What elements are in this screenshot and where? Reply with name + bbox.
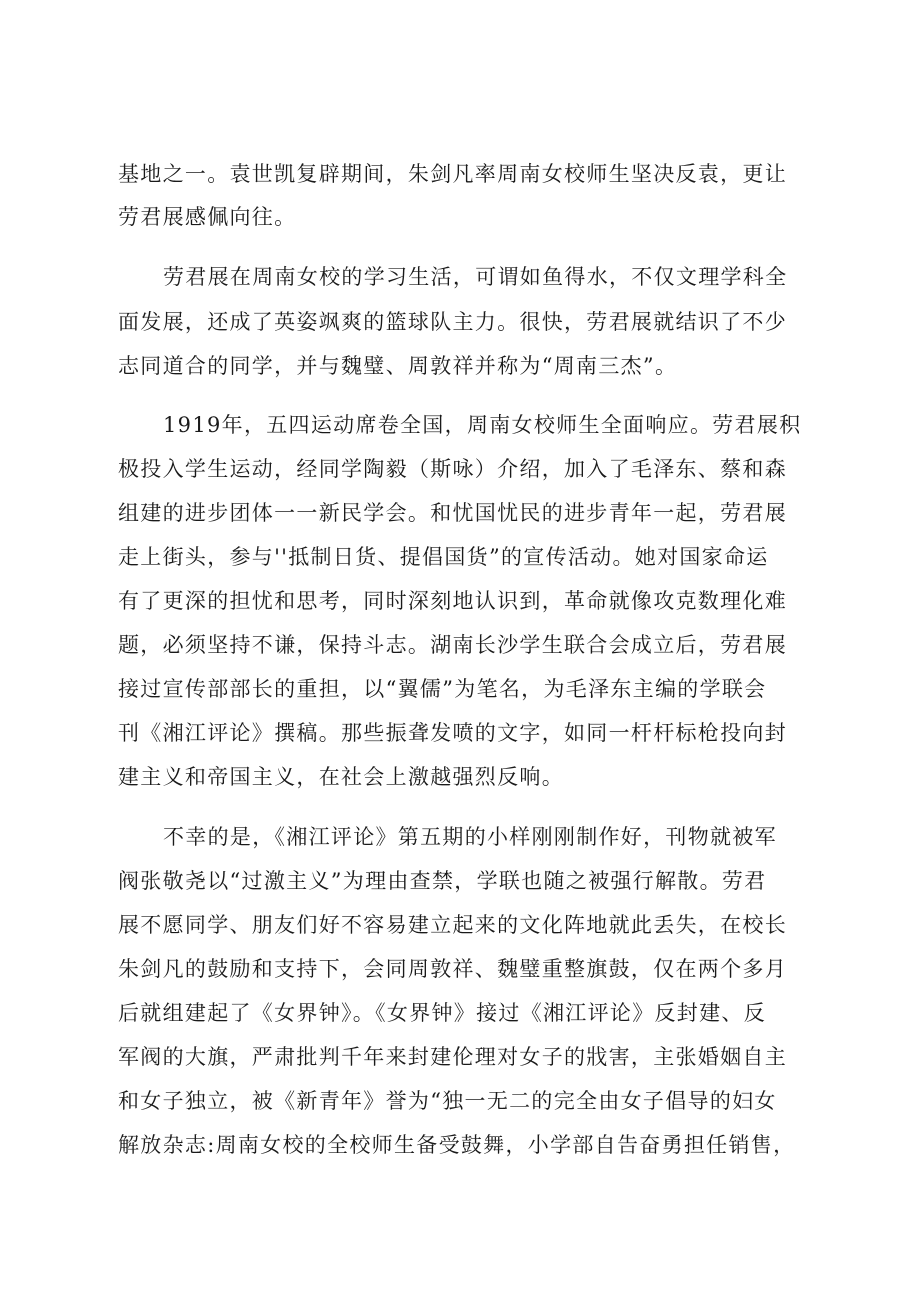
text-line: 有了更深的担忧和思考，同时深刻地认识到，革命就像攻克数理化难 <box>118 589 787 613</box>
text-line: 刊《湘江评论》撰稿。那些振聋发喷的文字，如同一杆杆标枪投向封 <box>118 721 787 745</box>
text-line: 展不愿同学、朋友们好不容易建立起来的文化阵地就此丢失，在校长 <box>118 913 787 937</box>
text-line: 组建的进步团体一一新民学会。和忧国忧民的进步青年一起，劳君展 <box>118 501 787 525</box>
text-line: 题，必须坚持不谦，保持斗志。湖南长沙学生联合会成立后，劳君展 <box>118 633 787 657</box>
paragraph-first-line: 1919年，五四运动席卷全国，周南女校师生全面响应。劳君展积 <box>163 413 802 437</box>
text-line: 建主义和帝国主义，在社会上激越强烈反响。 <box>118 765 564 789</box>
paragraph-first-line: 不幸的是，《湘江评论》第五期的小样刚刚制作好，刊物就被军 <box>163 825 777 849</box>
text-line: 劳君展感佩向往。 <box>118 205 297 229</box>
paragraph-first-line: 劳君展在周南女校的学习生活，可谓如鱼得水，不仅文理学科全 <box>163 265 788 289</box>
text-line: 走上街头，参与''抵制日货、提倡国货”的宣传活动。她对国家命运 <box>118 545 769 569</box>
text-line: 阀张敬尧以“过激主义”为理由查禁，学联也随之被强行解散。劳君 <box>118 869 767 893</box>
text-line: 朱剑凡的鼓励和支持下，会同周敦祥、魏璧重整旗鼓，仅在两个多月 <box>118 957 787 981</box>
text-line: 和女子独立，被《新青年》誉为“独一无二的完全由女子倡导的妇女 <box>118 1089 777 1113</box>
text-line: 接过宣传部部长的重担，以“翼儒”为笔名，为毛泽东主编的学联会 <box>118 677 767 701</box>
text-line: 后就组建起了《女界钟》。《女界钟》接过《湘江评论》反封建、反 <box>118 1001 766 1025</box>
text-line: 军阀的大旗，严肃批判千年来封建伦理对女子的戕害，主张婚姻自主 <box>118 1045 787 1069</box>
text-line: 志同道合的同学，并与魏璧、周敦祥并称为“周南三杰”。 <box>118 354 678 378</box>
text-line: 极投入学生运动，经同学陶毅（斯咏）介绍，加入了毛泽东、蔡和森 <box>118 457 787 481</box>
text-line: 面发展，还成了英姿飒爽的篮球队主力。很快，劳君展就结识了不少 <box>118 310 787 334</box>
text-line: 基地之一。袁世凯复辟期间，朱剑凡率周南女校师生坚决反袁，更让 <box>118 162 787 186</box>
text-line: 解放杂志:周南女校的全校师生备受鼓舞，小学部自告奋勇担任销售， <box>118 1133 796 1157</box>
